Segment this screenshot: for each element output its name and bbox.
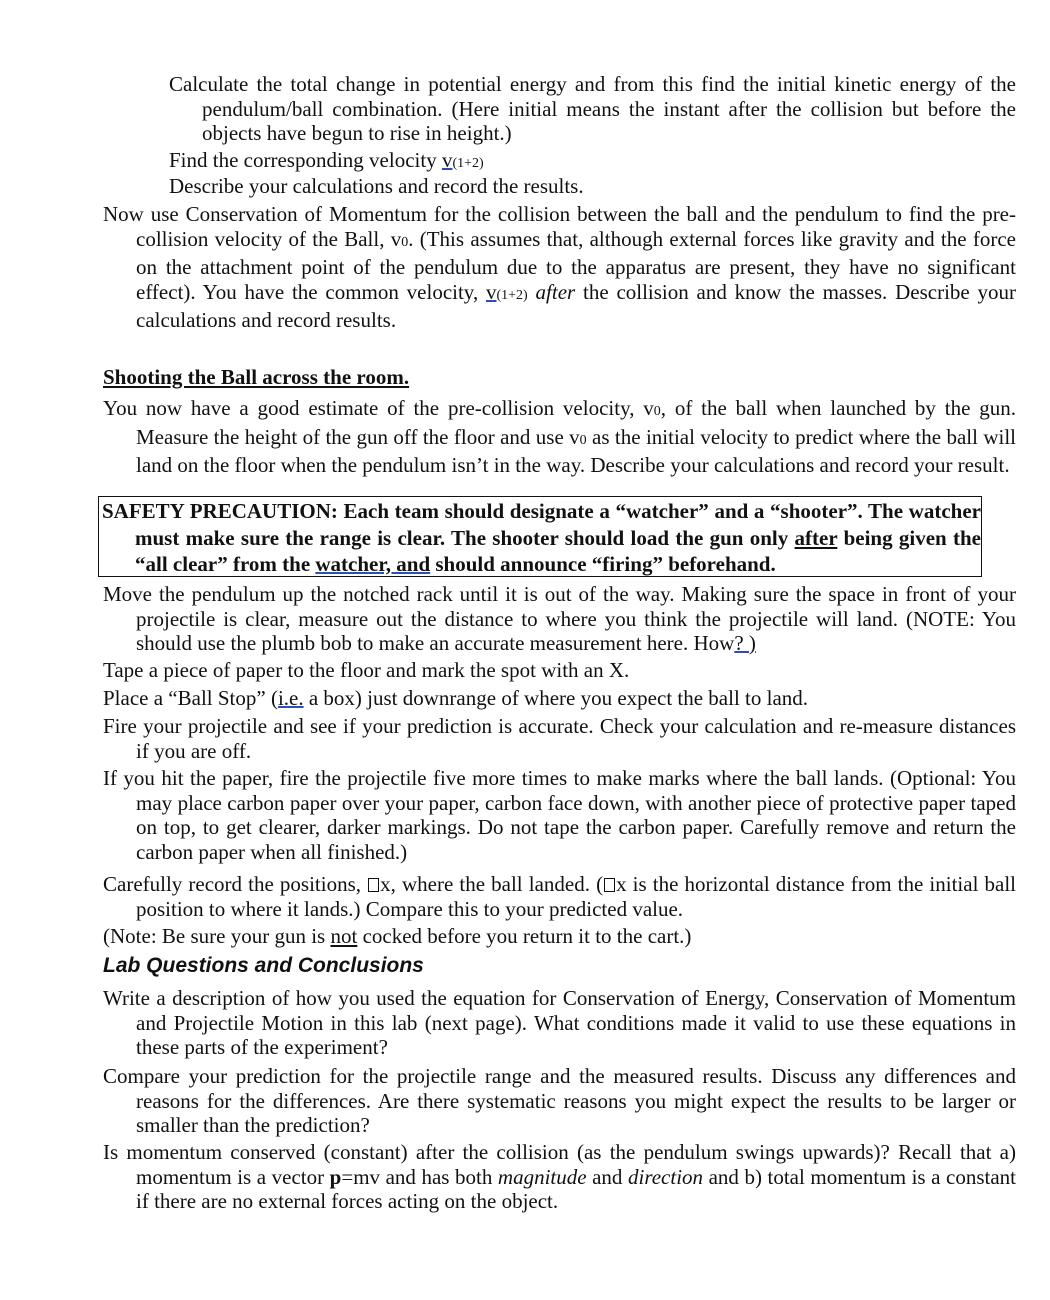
safety-precaution-box <box>98 496 982 577</box>
find-velocity-step: Find the corresponding velocity v(1+2) <box>169 148 484 172</box>
tape-paper-step: Tape a piece of paper to the floor and mark the spot with an X. <box>103 658 630 682</box>
conclusions-heading: Lab Questions and Conclusions <box>103 954 424 977</box>
velocity-symbol: v <box>441 148 453 172</box>
record-positions-step: Carefully record the positions, x, where the ball landed. ( x is the horizontal distance from the initial ball position to where it lands.) Compare this to your predicted value. <box>103 872 1016 921</box>
shooting-heading: Shooting the Ball across the room. <box>103 365 410 389</box>
safety-text: SAFETY PRECAUTION: Each team should designate a “watcher” and a “shooter”. The watcher must make sure the range is clear. The shooter should load the gun only after being given the “all clear” from the watcher, and should announce “firing” beforehand. <box>102 499 981 576</box>
momentum-paragraph: Now use Conservation of Momentum for the collision between the ball and the pendulum to find the pre-collision velocity of the Ball, v0. (This assumes that, although external forces like gravity and the force on the attachment point of the pendulum due to the apparatus are present, they have no significant effect). You have the common velocity, v(1+2) after the collision and know the masses. Describe your calculations and record results. <box>103 202 1017 332</box>
question-3: Is momentum conserved (constant) after the collision (as the pendulum swings upwards)? Recall that a) momentum is a vector p=mv and has both magnitude and direction and b) total momentum is a constant if there are no external forces acting on the object. <box>103 1140 1017 1213</box>
shooting-paragraph: You now have a good estimate of the pre-collision velocity, v0, of the ball when launched by the gun. Measure the height of the gun off the floor and use v0 as the initial velocity to predict where the ball will land on the floor when the pendulum isn’t in the way. Describe your calculations and record your result. <box>103 396 1016 477</box>
describe-step: Describe your calculations and record the results. <box>169 174 584 198</box>
fire-projectile-step: Fire your projectile and see if your prediction is accurate. Check your calculation and re-measure distances if you are off. <box>103 714 1016 763</box>
ball-stop-step: Place a “Ball Stop” (i.e. a box) just downrange of where you expect the ball to land. <box>103 686 809 710</box>
question-2: Compare your prediction for the projectile range and the measured results. Discuss any differences and reasons for the differences. Are there systematic reasons you might expect the results to be larger or smaller than the prediction? <box>103 1064 1016 1137</box>
missing-glyph-box <box>368 878 379 892</box>
missing-glyph-box <box>604 878 615 892</box>
question-1: Write a description of how you used the equation for Conservation of Energy, Conservation of Momentum and Projectile Motion in this lab (next page). What conditions made it valid to use these equations in these parts of the experiment? <box>103 986 1016 1059</box>
move-pendulum-step: Move the pendulum up the notched rack until it is out of the way. Making sure the space in front of your projectile is clear, measure out the distance to where you think the projectile will land. (NOTE: You should use the plumb bob to make an accurate measurement here. How? ) <box>103 582 1016 655</box>
repeat-shots-step: If you hit the paper, fire the projectile five more times to make marks where the ball lands. (Optional: You may place carbon paper over your paper, carbon face down, with another piece of protective paper taped on top, to get clearer, darker markings. Do not tape the carbon paper. Carefully remove and return the carbon paper when all finished.) <box>103 766 1016 864</box>
safety-note: (Note: Be sure your gun is not cocked before you return it to the cart.) <box>103 924 692 948</box>
calc-potential-energy-step: Calculate the total change in potential energy and from this find the initial kinetic energy of the pendulum/ball combination. (Here initial means the instant after the collision but before the objects have begun to rise in height.) <box>169 72 1016 145</box>
